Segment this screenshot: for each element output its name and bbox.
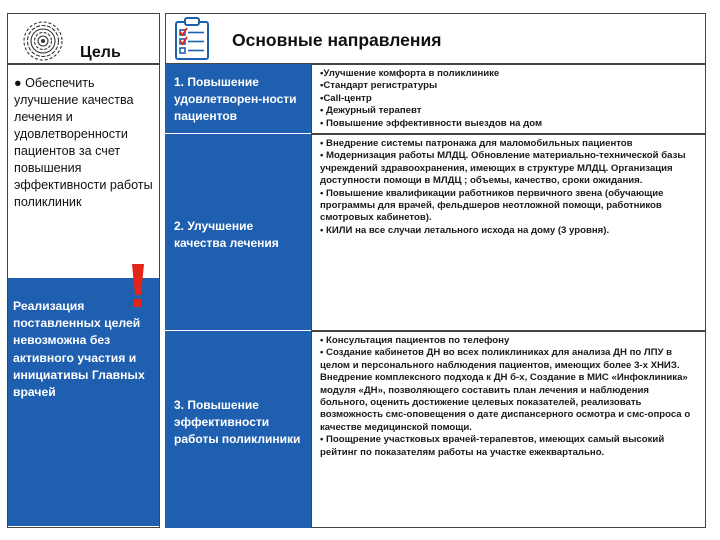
directions-title: Основные направления <box>232 30 442 50</box>
warning-text: Реализация поставленных целей невозможна без активного участия и инициативы Главных врачей <box>13 299 145 400</box>
direction-details-2 <box>311 134 706 331</box>
detail-item: • Консультация пациентов по телефону <box>320 335 510 346</box>
direction-label-1 <box>165 64 311 133</box>
clipboard-checklist-icon <box>174 17 212 61</box>
directions-header <box>165 13 706 64</box>
goal-bullet: ● <box>14 76 22 90</box>
detail-item: • Создание кабинетов ДН во всех поликлиниках для анализа ДН по ЛПУ в целом и персонального наблюдения пациентов, имеющих более 3-х ХНИЗ. Внедрение комплексного подхода к ДН б-х, Создание в МИС «Инфоклиника» модуля «ДН», позволяющего составить план лечения и наблюдения больного, оценить достижение целевых показателей, реализовать возможность смс-оповещения о дате диспансерного осмотра и смс-опроса о качестве медицинской помощи. <box>320 347 691 433</box>
detail-item: • Поощрение участковых врачей-терапевтов, имеющих самый высокий рейтинг по показателям работы на участке ежеквартально. <box>320 434 665 458</box>
detail-item: •Стандарт регистратуры <box>320 80 438 92</box>
goal-title: Цель <box>80 44 121 61</box>
detail-item: • Повышение эффективности выездов на дом <box>320 117 543 129</box>
direction-label-2 <box>165 134 311 330</box>
direction-label-text: 2. Улучшение качества лечения <box>174 219 279 250</box>
goal-header <box>7 13 160 64</box>
detail-item: • Внедрение системы патронажа для маломобильных пациентов <box>320 138 633 149</box>
warning-panel <box>8 278 159 526</box>
goal-panel <box>7 64 160 528</box>
detail-item: • Модернизация работы МЛДЦ. Обновление материально-технической базы учреждений здравоохранения, имеющих в структуре МЛДЦ. Организация доступности помощи в МЛДЦ ; объемы, качество, сроки ожидания. <box>320 150 686 187</box>
direction-label-3 <box>165 331 311 528</box>
detail-item: • КИЛИ на все случаи летального исхода на дому (3 уровня). <box>320 224 610 236</box>
detail-item: • Дежурный терапевт <box>320 105 422 117</box>
detail-item: •Call-центр <box>320 92 372 104</box>
direction-details-3 <box>311 331 706 528</box>
detail-item: •Улучшение комфорта в поликлинике <box>320 68 500 79</box>
direction-label-text: 3. Повышение эффективности работы поликлиники <box>174 398 301 446</box>
goal-description: Обеспечить улучшение качества лечения и удовлетворенности пациентов за счет повышения эффективности работы поликлиник <box>14 76 153 209</box>
direction-label-text: 1. Повышение удовлетворен-ности пациентов <box>174 75 297 123</box>
target-icon <box>22 20 64 62</box>
goal-text <box>14 75 156 211</box>
direction-details-1 <box>311 64 706 134</box>
detail-item: • Повышение квалификации работников первичного звена (обучающие программы для врачей, фельдшеров неотложной помощи, работников смотровых кабинетов). <box>320 187 664 224</box>
